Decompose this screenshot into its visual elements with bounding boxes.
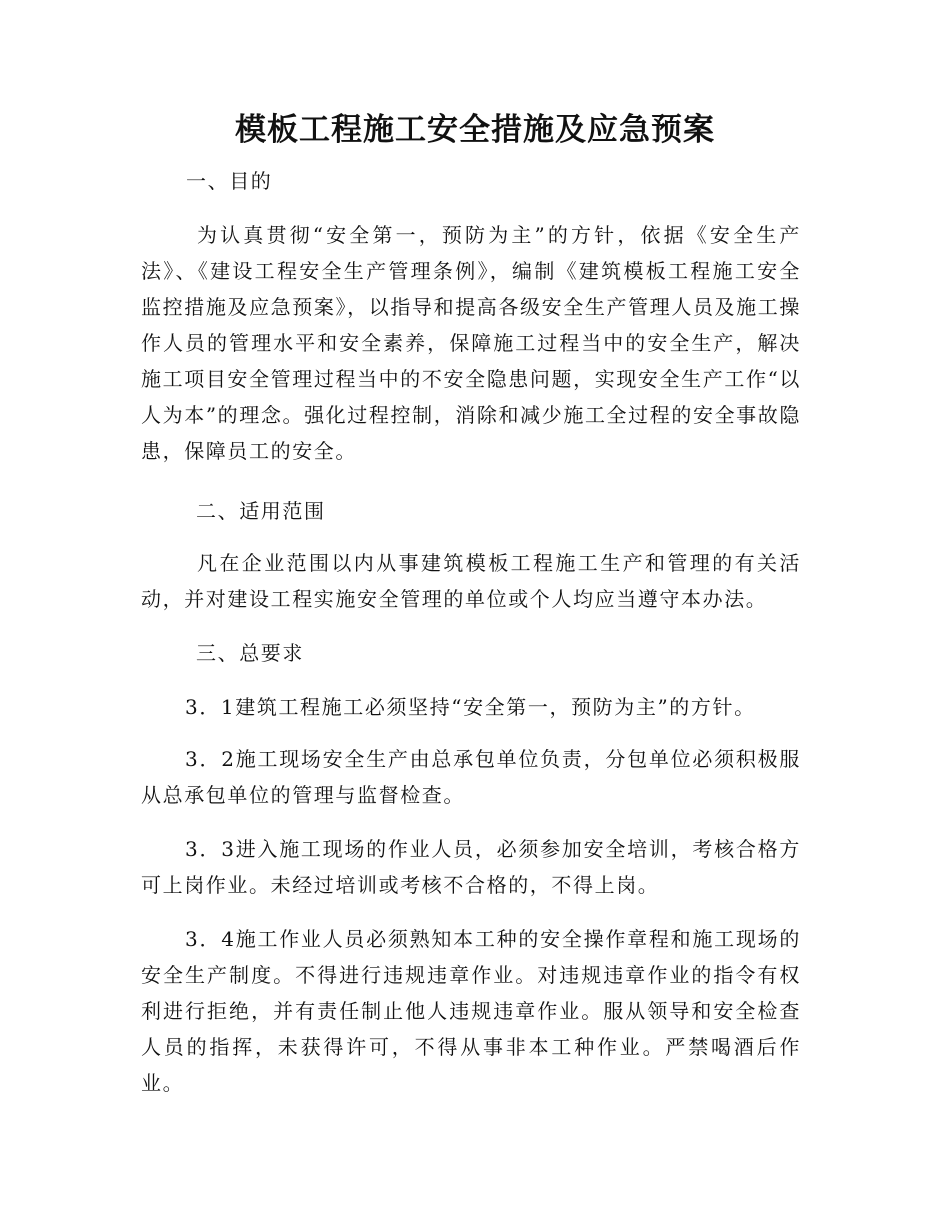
scope-paragraph: 凡在企业范围以内从事建筑模板工程施工生产和管理的有关活动，并对建设工程实施安全管理的单位或个人均应当遵守本办法。 [141, 551, 801, 611]
requirement-item-3-1: 3．1建筑工程施工必须坚持“安全第一，预防为主”的方针。 [185, 695, 756, 719]
section-heading-purpose: 一、目的 [186, 169, 273, 193]
requirement-item-3-3: 3．3进入施工现场的作业人员，必须参加安全培训，考核合格方可上岗作业。未经过培训或考核不合格的，不得上岗。 [141, 837, 801, 897]
purpose-paragraph: 为认真贯彻“安全第一，预防为主”的方针，依据《安全生产法》、《建设工程安全生产管理条例》，编制《建筑模板工程施工安全监控措施及应急预案》，以指导和提高各级安全生产管理人员及施工操作人员的管理水平和安全素养，保障施工过程当中的安全生产，解决施工项目安全管理过程当中的不安全隐患问题，实现安全生产工作“以人为本”的理念。强化过程控制，消除和减少施工全过程的安全事故隐患，保障员工的安全。 [141, 223, 801, 463]
requirement-item-3-2: 3．2施工现场安全生产由总承包单位负责，分包单位必须积极服从总承包单位的管理与监督检查。 [141, 747, 801, 807]
requirement-item-3-4: 3．4施工作业人员必须熟知本工种的安全操作章程和施工现场的安全生产制度。不得进行违规违章作业。对违规违章作业的指令有权利进行拒绝，并有责任制止他人违规违章作业。服从领导和安全检查人员的指挥，未获得许可，不得从事非本工种作业。严禁喝酒后作业。 [141, 927, 801, 1095]
section-heading-requirements: 三、总要求 [196, 641, 304, 665]
document-title: 模板工程施工安全措施及应急预案 [235, 112, 715, 148]
section-heading-scope: 二、适用范围 [196, 499, 326, 523]
